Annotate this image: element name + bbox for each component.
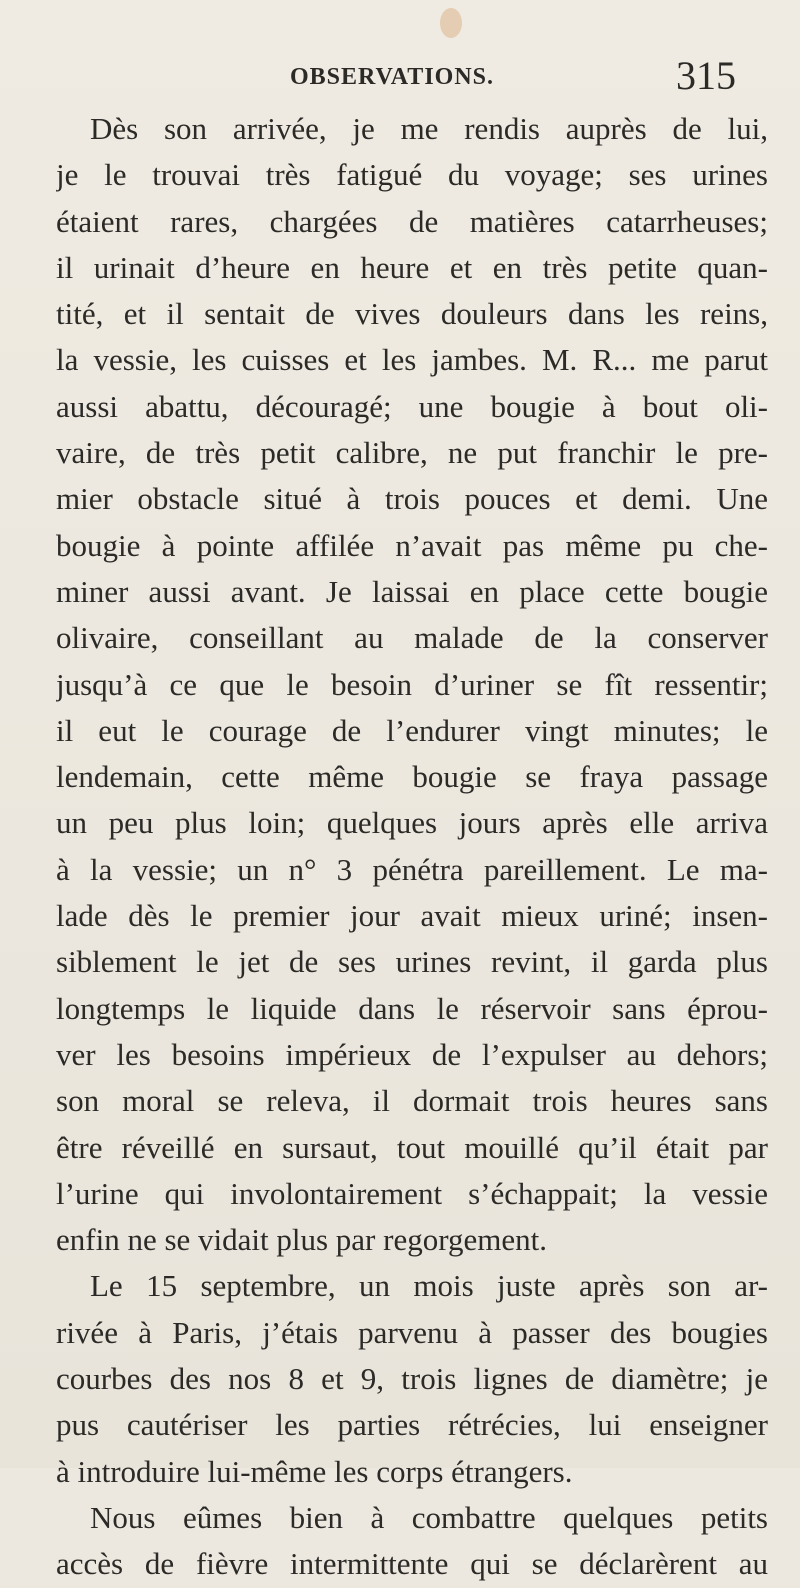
text-line: étaient rares, chargées de matières catarrheuses;	[56, 203, 768, 239]
text-line: Le 15 septembre, un mois juste après son ar-	[90, 1268, 768, 1304]
text-line: enfin ne se vidait plus par regorgement.	[56, 1222, 547, 1258]
text-line: un peu plus loin; quelques jours après elle arriva	[56, 805, 768, 841]
text-line: ver les besoins impérieux de l’expulser au dehors;	[56, 1036, 768, 1072]
text-line: lade dès le premier jour avait mieux uriné; insen-	[56, 898, 768, 934]
running-title: OBSERVATIONS.	[290, 64, 495, 90]
text-line: miner aussi avant. Je laissai en place cette bougie	[56, 573, 768, 609]
text-line: accès de fièvre intermittente qui se déclarèrent au	[56, 1546, 768, 1582]
text-line: jusqu’à ce que le besoin d’uriner se fît ressentir;	[56, 666, 768, 702]
page-header	[0, 53, 800, 98]
text-line: il urinait d’heure en heure et en très petite quan-	[56, 249, 768, 285]
text-line: tité, et il sentait de vives douleurs dans les reins,	[56, 296, 768, 332]
text-line: siblement le jet de ses urines revint, il garda plus	[56, 944, 768, 980]
text-line: pus cautériser les parties rétrécies, lui enseigner	[56, 1407, 768, 1443]
text-line: à introduire lui-même les corps étrangers.	[56, 1453, 573, 1489]
text-line: aussi abattu, découragé; une bougie à bout oli-	[56, 388, 768, 424]
text-line: mier obstacle situé à trois pouces et demi. Une	[56, 481, 768, 517]
text-line: vaire, de très petit calibre, ne put franchir le pre-	[56, 435, 768, 471]
text-line: l’urine qui involontairement s’échappait; la vessie	[56, 1175, 768, 1211]
page-number: 315	[676, 53, 736, 98]
text-line: être réveillé en sursaut, tout mouillé qu’il était par	[56, 1129, 768, 1165]
text-line: à la vessie; un n° 3 pénétra pareillement. Le ma-	[56, 851, 768, 887]
text-line: je le trouvai très fatigué du voyage; ses urines	[56, 157, 768, 193]
text-line: il eut le courage de l’endurer vingt minutes; le	[56, 712, 768, 748]
text-line: rivée à Paris, j’étais parvenu à passer des bougies	[56, 1314, 768, 1350]
text-line: courbes des nos 8 et 9, trois lignes de diamètre; je	[56, 1361, 768, 1397]
body-text	[56, 106, 768, 1588]
paper-stain	[440, 8, 462, 38]
text-line: Dès son arrivée, je me rendis auprès de lui,	[90, 111, 768, 146]
text-line: lendemain, cette même bougie se fraya passage	[56, 759, 768, 795]
text-line: longtemps le liquide dans le réservoir sans éprou-	[56, 990, 768, 1026]
text-line: la vessie, les cuisses et les jambes. M. R... me parut	[56, 342, 768, 378]
text-line: olivaire, conseillant au malade de la conserver	[56, 620, 768, 656]
text-line: bougie à pointe affilée n’avait pas même pu che-	[56, 527, 768, 563]
text-line: son moral se releva, il dormait trois heures sans	[56, 1083, 768, 1119]
text-line: Nous eûmes bien à combattre quelques petits	[90, 1499, 768, 1535]
